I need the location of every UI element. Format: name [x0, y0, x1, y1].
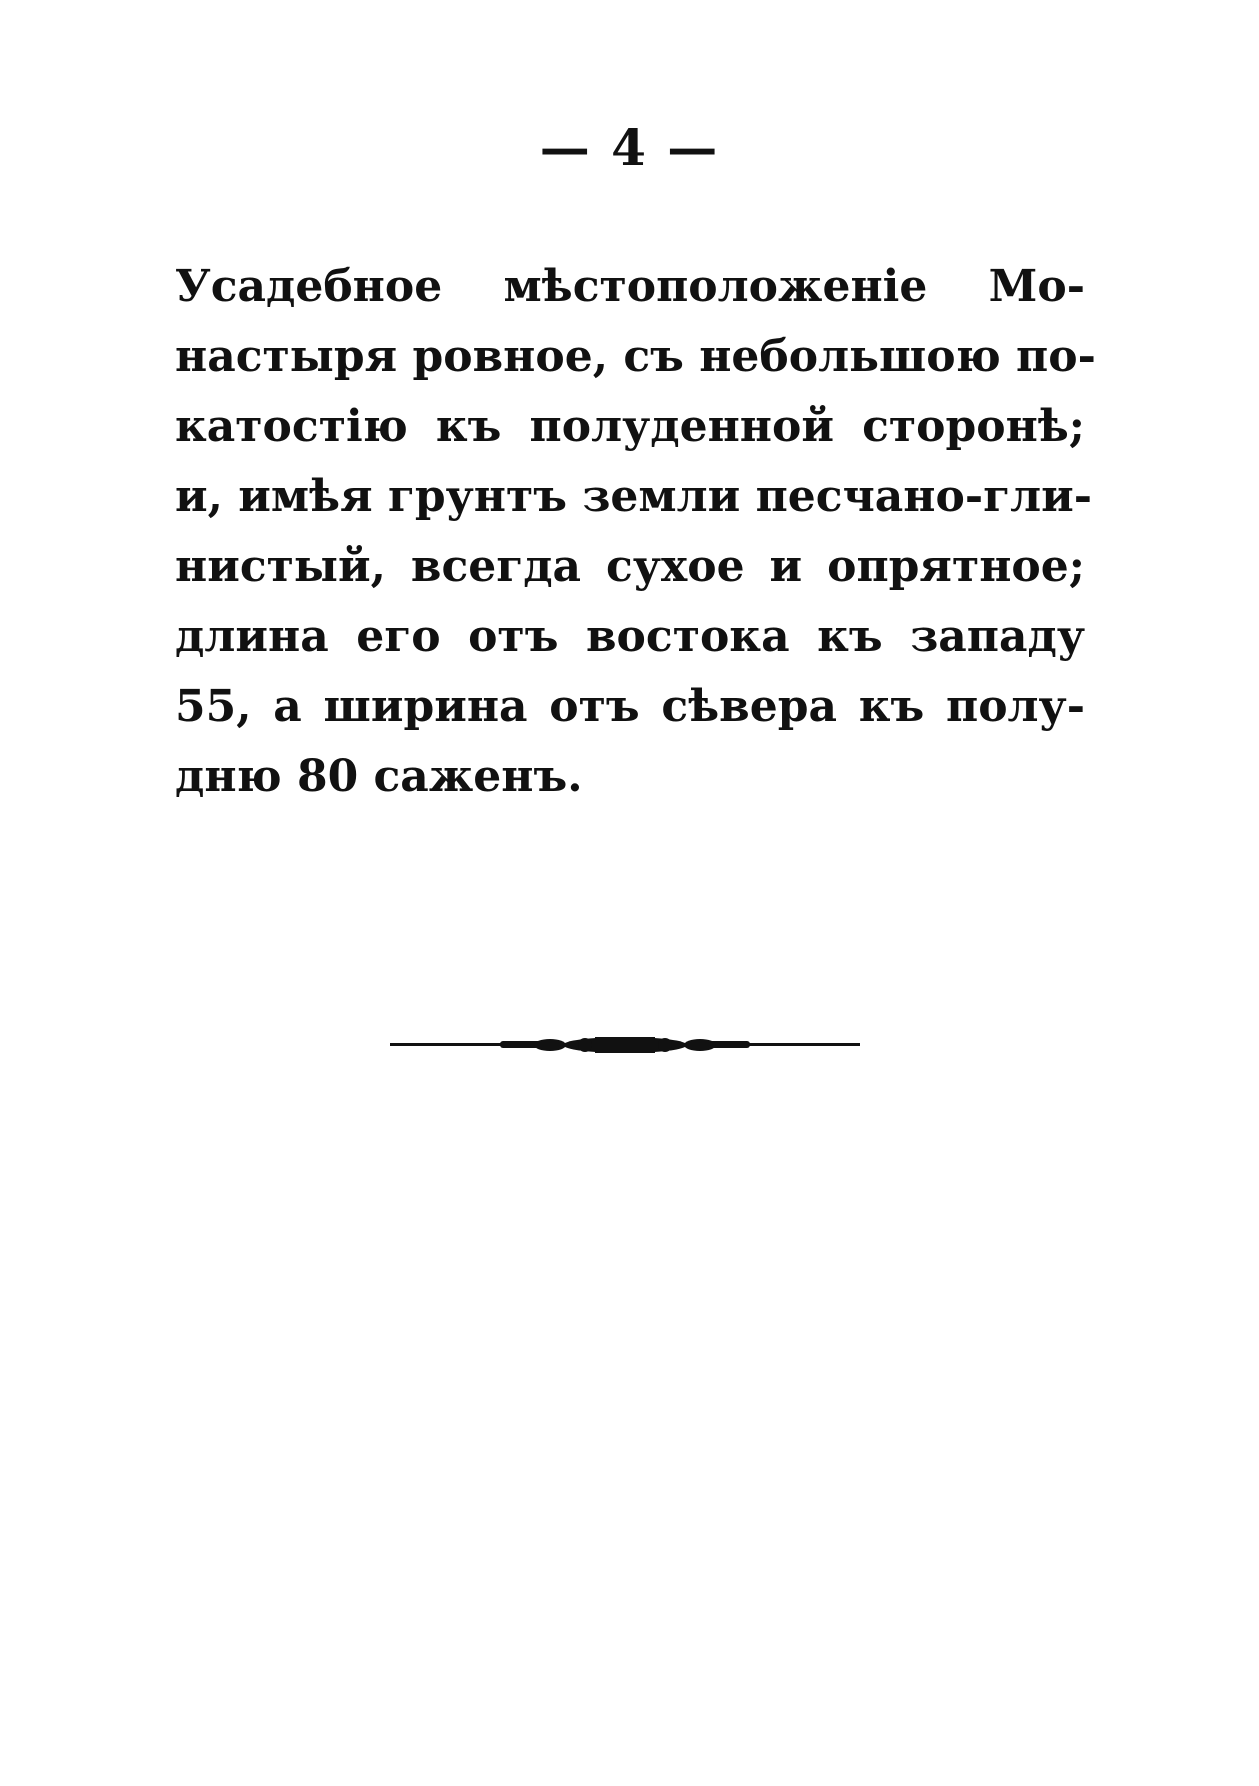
text-line: и, имѣя грунтъ земли песчано-гли-	[175, 471, 1092, 522]
text-line: дню 80 саженъ.	[175, 751, 583, 802]
text-line: катостію къ полуденной сторонѣ;	[175, 401, 1085, 452]
text-line: длина его отъ востока къ западу	[175, 611, 1085, 662]
body-paragraph	[175, 252, 1096, 812]
text-line: нистый, всегда сухое и опрятное;	[175, 541, 1085, 592]
text-line: настыря ровное, съ небольшою по-	[175, 331, 1096, 382]
text-line: Усадебное мѣстоположеніе Мо-	[175, 261, 1085, 312]
page-number: — 4 —	[539, 118, 720, 177]
text-line: 55, а ширина отъ сѣвера къ полу-	[175, 681, 1085, 732]
ornamental-divider-icon	[390, 1030, 860, 1060]
